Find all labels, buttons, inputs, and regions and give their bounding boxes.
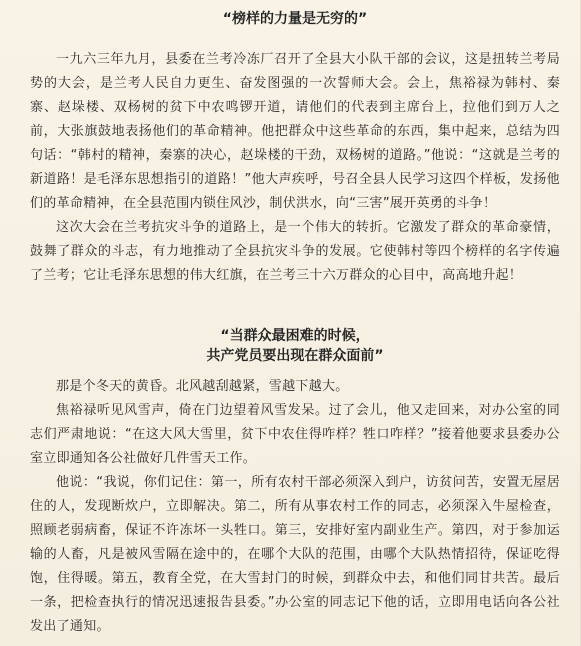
section-2-body (30, 375, 560, 639)
section-1-title: “榜样的力量是无穷的” (222, 11, 368, 27)
section-2-paragraph-1: 那是个冬天的黄昏。北风越刮越紧，雪越下越大。 (56, 379, 349, 394)
section-2-title-line-1: “当群众最困难的时候， (220, 328, 370, 344)
section-1-paragraph-2: 这次大会在兰考抗灾斗争的道路上，是一个伟大的转折。它激发了群众的革命豪情，鼓舞了群众的斗志，有力地推动了全县抗灾斗争的发展。它使韩村等四个榜样的名字传遍了兰考；它让毛泽东思想的伟大红旗，在兰考三十六万群众的心目中，高高地升起！ (30, 220, 560, 283)
section-2-title-line-2: 共产党员要出现在群众面前” (206, 348, 384, 364)
section-1-paragraph-1: 一九六三年九月，县委在兰考冷冻厂召开了全县大小队干部的会议，这是扭转兰考局势的大会，是兰考人民自力更生、奋发图强的一次誓师大会。会上，焦裕禄为韩村、秦寨、赵垛楼、双杨树的贫下中农鸣锣开道，请他们的代表到主席台上，拉他们到万人之前，大张旗鼓地表扬他们的革命精神。他把群众中这些革命的东西，集中起来，总结为四句话：“韩村的精神，秦寨的决心，赵垛楼的干劲，双杨树的道路。”他说：“这就是兰考的新道路！是毛泽东思想指引的道路！”他大声疾呼，号召全县人民学习这四个样板，发扬他们的革命精神，在全县范围内锁住风沙，制伏洪水，向“三害”展开英勇的斗争！ (30, 52, 560, 211)
section-2-title (30, 326, 560, 366)
section-2-paragraph-2: 焦裕禄听见风雪声，倚在门边望着风雪发呆。过了会儿，他又走回来，对办公室的同志们严肃地说：“在这大风大雪里，贫下中农住得咋样？牲口咋样？”接着他要求县委办公室立即通知各公社做好几件雪天工作。 (30, 403, 560, 466)
section-2 (30, 326, 560, 639)
section-1 (30, 0, 560, 288)
section-2-paragraph-3: 他说：“我说，你们记住：第一，所有农村干部必须深入到户，访贫问苦，安置无屋居住的人，发现断炊户，立即解决。第二，所有从事农村工作的同志，必须深入牛屋检查，照顾老弱病畜，保证不许冻坏一头牲口。第三，安排好室内副业生产。第四，对于参加运输的人畜，凡是被风雪隔在途中的，在哪个大队的范围，由哪个大队热情招待，保证吃得饱，住得暖。第五，教育全党，在大雪封门的时候，到群众中去，和他们同甘共苦。最后一条，把检查执行的情况迅速报告县委。”办公室的同志记下他的话，立即用电话向各公社发出了通知。 (30, 475, 560, 634)
